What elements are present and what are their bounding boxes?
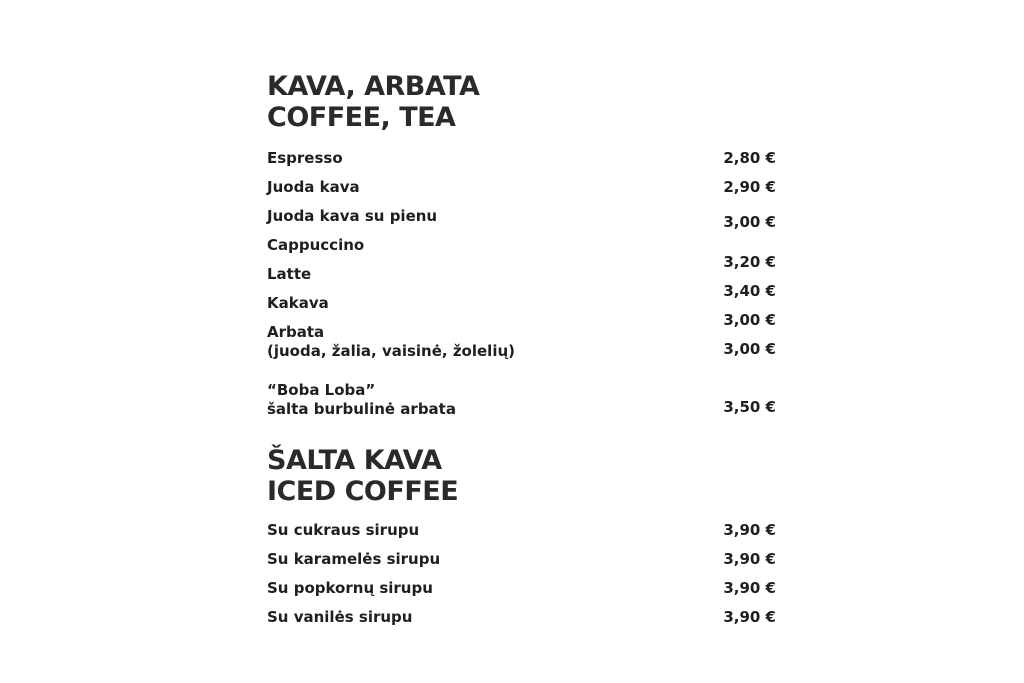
menu-price: 2,90 €: [723, 178, 776, 196]
menu-item-name: Su cukraus sirupu: [267, 521, 420, 539]
menu-item-name: Cappuccino: [267, 236, 365, 254]
menu-item-black-coffee: [267, 178, 360, 197]
menu-price: 3,00 €: [723, 311, 776, 329]
menu-item-coffee-with-milk: [267, 207, 437, 226]
menu-item-cocoa: [267, 294, 329, 313]
menu-item-boba-loba: [267, 381, 456, 419]
menu-item-name: Su popkornų sirupu: [267, 579, 433, 597]
menu-item-espresso: [267, 149, 343, 168]
menu-price: 3,90 €: [723, 521, 776, 539]
menu-item-name: Juoda kava: [267, 178, 360, 196]
menu-price: 3,90 €: [723, 550, 776, 568]
menu-item-cappuccino: [267, 236, 364, 255]
section-title-en: COFFEE, TEA: [267, 102, 456, 133]
menu-item-name: “Boba Loba”: [267, 381, 376, 399]
menu-price: 3,00 €: [723, 213, 776, 231]
menu-item-name: Su karamelės sirupu: [267, 550, 441, 568]
menu-price: 3,90 €: [723, 579, 776, 597]
menu-item-note: šalta burbulinė arbata: [267, 400, 456, 418]
menu-item-latte: [267, 265, 311, 284]
menu-price: 3,40 €: [723, 282, 776, 300]
menu-item-name: Juoda kava su pienu: [267, 207, 438, 225]
menu-item-vanilla-syrup: [267, 608, 412, 627]
menu-item-note: (juoda, žalia, vaisinė, žolelių): [267, 342, 515, 360]
menu-item-popcorn-syrup: [267, 579, 433, 598]
section-title-lt: KAVA, ARBATA: [267, 71, 480, 102]
menu-item-name: Kakava: [267, 294, 329, 312]
menu-price: 3,20 €: [723, 253, 776, 271]
menu-price: 3,50 €: [723, 398, 776, 416]
menu-item-name: Espresso: [267, 149, 343, 167]
menu-item-name: Su vanilės sirupu: [267, 608, 413, 626]
menu-item-tea: [267, 323, 515, 361]
section-title-lt: ŠALTA KAVA: [267, 445, 442, 476]
menu-price: 2,80 €: [723, 149, 776, 167]
menu-item-sugar-syrup: [267, 521, 419, 540]
section-title-coffee-tea: [267, 71, 479, 133]
section-title-en: ICED COFFEE: [267, 476, 459, 507]
menu-item-caramel-syrup: [267, 550, 440, 569]
menu-price: 3,90 €: [723, 608, 776, 626]
menu-item-name: Arbata: [267, 323, 325, 341]
section-title-iced-coffee: [267, 445, 458, 507]
menu-price: 3,00 €: [723, 340, 776, 358]
menu-item-name: Latte: [267, 265, 312, 283]
